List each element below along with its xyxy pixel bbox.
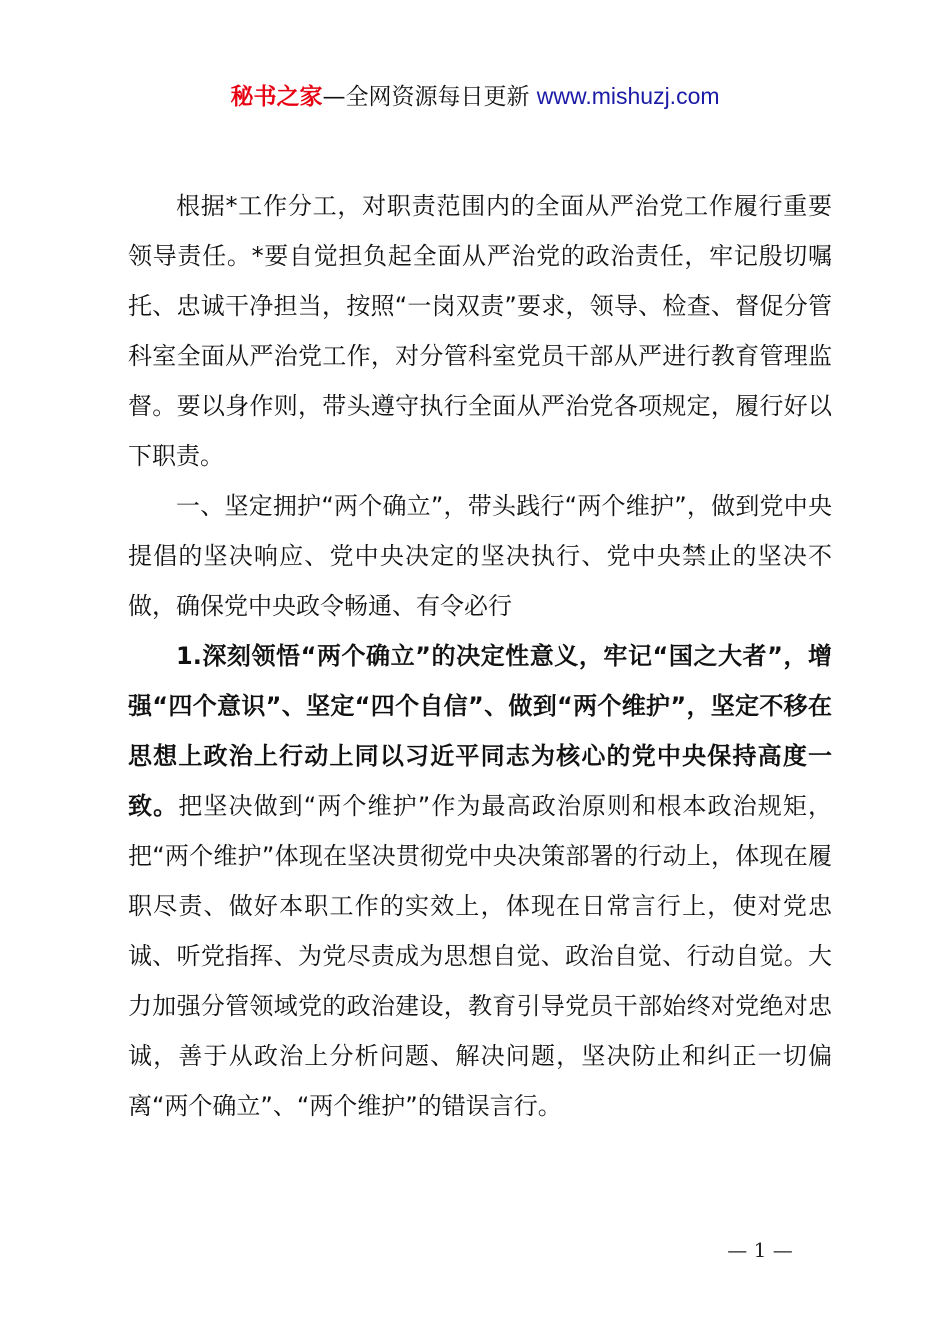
- section-heading-1: 一、坚定拥护“两个确立”，带头践行“两个维护”，做到党中央提倡的坚决响应、党中央决定的坚决执行、党中央禁止的坚决不做，确保党中央政令畅通、有令必行: [128, 492, 832, 620]
- paragraph-intro: 根据*工作分工，对职责范围内的全面从严治党工作履行重要领导责任。*要自觉担负起全面从严治党的政治责任，牢记殷切嘱托、忠诚干净担当，按照“一岗双责”要求，领导、检查、督促分管科室全面从严治党工作，对分管科室党员干部从严进行教育管理监督。要以身作则，带头遵守执行全面从严治党各项规定，履行好以下职责。: [128, 192, 832, 470]
- item-1-lead-bold: 1.深刻领悟“两个确立”的决定性意义，牢记“国之大者”，增强“四个意识”、坚定“四个自信”、做到“两个维护”，坚定不移在思想上政治上行动上同以习近平同志为核心的党中央保持高度一致。: [128, 642, 832, 820]
- brand-name: 秘书之家: [230, 84, 323, 110]
- header-slogan: —全网资源每日更新: [322, 84, 530, 110]
- document-body: [128, 181, 832, 1131]
- site-url-link[interactable]: www.mishuzj.com: [536, 83, 720, 109]
- item-1-body: 把坚决做到“两个维护”作为最高政治原则和根本政治规矩，把“两个维护”体现在坚决贯彻党中央决策部署的行动上，体现在履职尽责、做好本职工作的实效上，体现在日常言行上，使对党忠诚、听党指挥、为党尽责成为思想自觉、政治自觉、行动自觉。大力加强分管领域党的政治建设，教育引导党员干部始终对党绝对忠诚，善于从政治上分析问题、解决问题，坚决防止和纠正一切偏离“两个确立”、“两个维护”的错误言行。: [128, 792, 833, 1120]
- paragraph-item-1: [128, 631, 832, 1131]
- page-number: — 1 —: [727, 1238, 793, 1262]
- site-header: [0, 80, 950, 113]
